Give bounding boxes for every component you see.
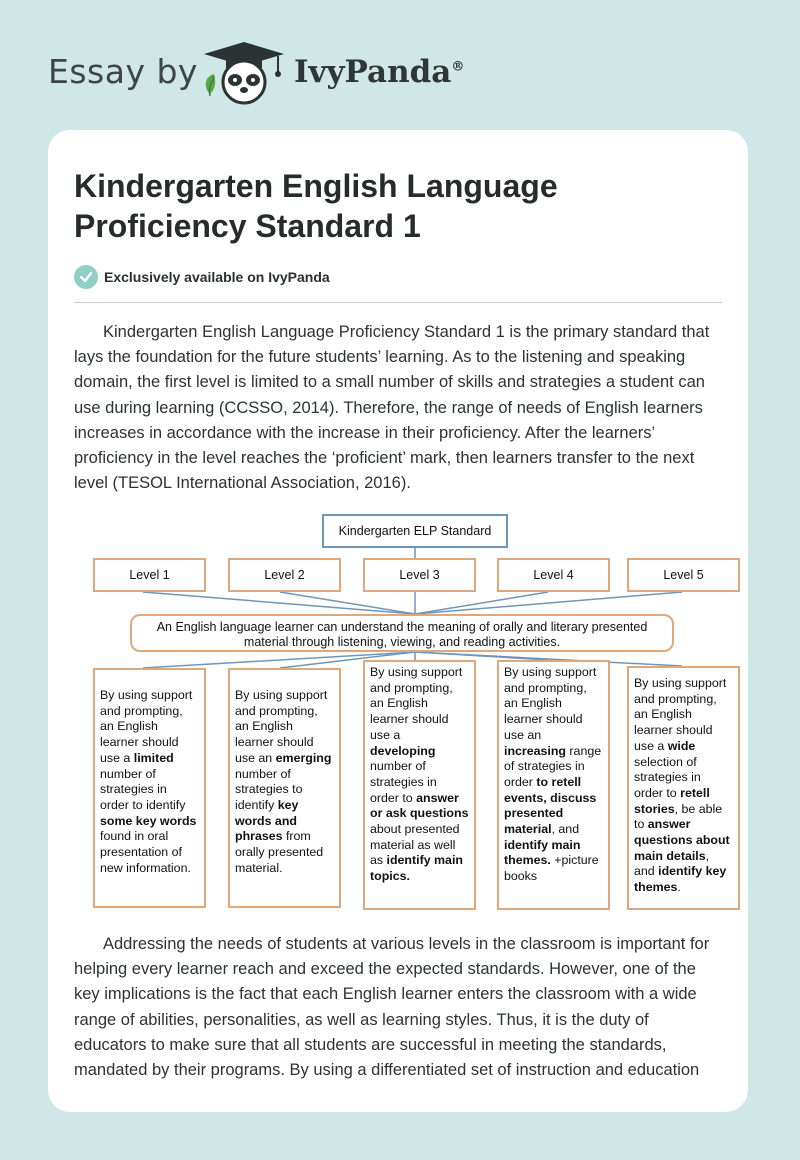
brand-name[interactable] [294,54,464,90]
description-emphasis: key words and phrases [235,797,299,844]
description-text: By using support and prompting, an English learner should use an [235,688,328,765]
description-text: By using support and prompting, an English learner should use a [100,688,193,765]
description-text: from orally presented material. [235,829,324,875]
site-header [48,36,508,106]
level-5-box: Level 5 [627,558,740,592]
description-text: number of strategies in order to identify [100,766,186,812]
description-text: , and [634,848,710,879]
description-text: about presented material as well as [370,822,460,868]
exclusive-badge [74,264,330,290]
description-text: selection of strategies in order to [634,754,701,800]
description-emphasis: wide [667,738,696,753]
level-2-box: Level 2 [228,558,341,592]
description-emphasis: answer questions about main details [634,817,730,863]
level-5-description [627,666,740,910]
description-emphasis: identify main topics. [370,853,463,884]
diagram-top-box: Kindergarten ELP Standard [322,514,508,548]
description-emphasis: to retell events, discuss presented material [504,774,597,837]
description-emphasis: identify key themes [634,864,727,895]
level-1-box: Level 1 [93,558,206,592]
diagram-center-box: An English language learner can understand the meaning of orally and literary presented material through listening, viewing, and reading activities. [130,614,674,652]
description-emphasis: answer or ask questions [370,790,469,821]
description-text: , and [551,822,580,837]
description-emphasis: increasing [504,743,566,758]
article-card [48,130,748,1112]
level-4-box: Level 4 [497,558,610,592]
description-emphasis: limited [133,750,174,765]
description-text: +picture books [504,853,599,884]
description-emphasis: retell stories [634,785,710,816]
description-text: , be able to [634,801,723,832]
description-text: number of strategies to identify [235,766,303,812]
brand-name-text: IvyPanda [294,54,452,90]
description-text: range of strategies in order [504,743,602,789]
paragraph-2: Addressing the needs of students at various levels in the classroom is important for helping every learner reach and exceed the expected standards. However, one of the key implications is the fact that each English learner enters the classroom with a wide range of abilities, personalities, as well as learning styles. Thus, it is the duty of educators to make sure that all students are successful in meeting the standards, mandated by their programs. By using a differentiated set of instruction and education [74,935,710,1080]
page-title: Kindergarten English Language Proficiency Standard 1 [74,168,558,244]
description-text: number of strategies in order to [370,759,437,805]
description-emphasis: developing [370,743,436,758]
description-emphasis: some key words [100,813,197,828]
description-text: By using support and prompting, an English learner should use a [370,665,463,742]
description-emphasis: emerging [275,750,332,765]
elp-standard-diagram [44,514,744,924]
description-emphasis: identify main themes. [504,837,581,868]
level-3-box: Level 3 [363,558,476,592]
essay-by-label: Essay by [48,52,198,91]
description-text: By using support and prompting, an English learner should use a [634,676,727,753]
level-1-description [93,668,206,908]
paragraph-1: Kindergarten English Language Proficiency Standard 1 is the primary standard that lays the foundation for the future students’ learning. As to the listening and speaking domain, the first level is limited to a small number of skills and strategies a student can use during learning (CCSSO, 2014). Therefore, the range of needs of English learners increases in accordance with the increase in their proficiency. After the learners’ proficiency in the level reaches the ‘proficient’ mark, then learners transfer to the next level (TESOL International Association, 2016). [74,323,710,493]
level-3-description [363,660,476,910]
description-text: . [677,880,681,895]
description-text: By using support and prompting, an English learner should use an [504,665,597,742]
check-icon [74,265,98,289]
description-text: found in oral presentation of new information. [100,829,191,875]
exclusive-badge-label: Exclusively available on IvyPanda [104,269,330,285]
panda-graduation-cap-logo-icon[interactable] [198,36,290,106]
registered-mark: ® [451,59,465,75]
level-2-description [228,668,341,908]
level-4-description [497,660,610,910]
divider [74,302,722,303]
